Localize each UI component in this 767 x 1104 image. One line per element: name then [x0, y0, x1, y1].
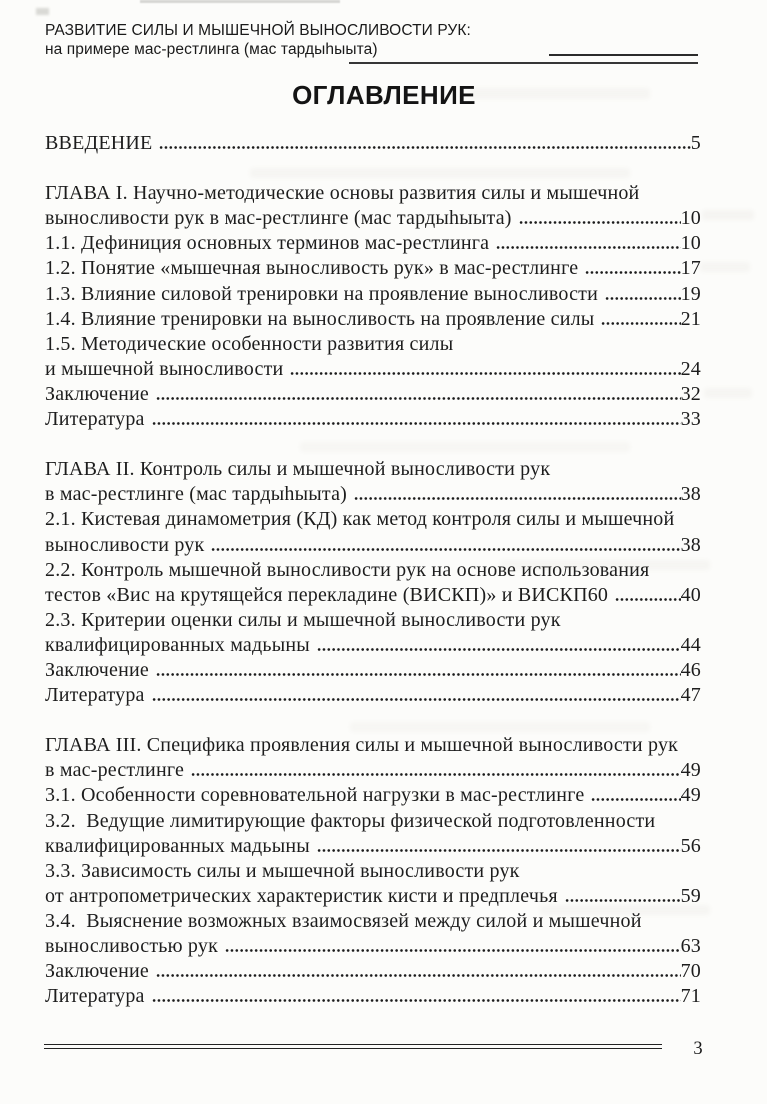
toc-page-number: 38	[680, 533, 701, 556]
running-header-line2: на примере мас-рестлинга (мас тардыһыыта)	[45, 40, 378, 58]
toc-page-number: 10	[680, 232, 701, 255]
dot-leader	[152, 421, 681, 426]
dot-leader	[211, 547, 680, 552]
footer-rule	[44, 1044, 662, 1049]
toc-line	[45, 308, 701, 333]
dot-leader	[152, 998, 681, 1003]
toc-line	[45, 609, 701, 634]
toc-line	[45, 458, 701, 483]
scan-smudge-artifact	[36, 8, 49, 15]
toc-line-text: ГЛАВА III. Специфика проявления силы и мышечной выносливости рук	[45, 734, 679, 757]
toc-line-text: 3.4. Выяснение возможных взаимосвязей между силой и мышечной	[45, 909, 642, 932]
toc-line-text: 1.1. Дефиниция основных терминов мас-рестлинга	[45, 232, 490, 255]
toc-line-text: от антропометрических характеристик кисти и предплечья	[45, 884, 558, 907]
toc-page-number: 47	[680, 684, 701, 707]
toc-page-number: 5	[690, 132, 701, 154]
toc-page-number: 49	[680, 784, 701, 807]
toc-line	[45, 784, 701, 809]
toc-spacer	[45, 157, 701, 182]
toc-line	[45, 810, 701, 835]
bleedthrough-artifact	[702, 210, 754, 220]
toc-page-number: 70	[680, 960, 701, 983]
header-rule-short	[549, 54, 698, 56]
toc-line-text: Литература	[45, 985, 145, 1008]
toc-line-text: 3.3. Зависимость силы и мышечной выносливости рук	[45, 859, 520, 882]
toc-line-text: 2.1. Кистевая динамометрия (КД) как метод контроля силы и мышечной	[45, 508, 675, 531]
toc-page-number: 40	[680, 583, 701, 606]
toc-line	[45, 584, 701, 609]
toc-line	[45, 860, 701, 885]
toc-line-text: Заключение	[45, 960, 149, 983]
dot-leader	[601, 321, 680, 326]
dot-leader	[591, 797, 680, 802]
toc-page-number: 38	[680, 483, 701, 506]
toc-line	[45, 358, 701, 383]
dot-leader	[156, 672, 681, 677]
toc-page-number: 44	[680, 633, 701, 656]
toc-line-text: выносливости рук	[45, 533, 205, 556]
toc-page-number: 32	[680, 382, 701, 405]
bleedthrough-artifact	[700, 262, 750, 272]
toc-page-number: 19	[680, 282, 701, 305]
toc-page-number: 17	[680, 257, 701, 280]
toc-line	[45, 960, 701, 985]
toc-page-number: 63	[680, 935, 701, 957]
toc-line-text: Литература	[45, 684, 145, 707]
toc-line-text: выносливости рук в мас-рестлинге (мас тардыһыыта)	[45, 207, 512, 230]
toc-line	[45, 634, 701, 659]
toc-page-number: 33	[680, 408, 701, 431]
toc-line-text: в мас-рестлинге	[45, 759, 185, 782]
toc-line	[45, 835, 701, 860]
toc-line	[45, 659, 701, 684]
toc-line-text: 3.2. Ведущие лимитирующие факторы физической подготовленности	[45, 809, 656, 832]
toc-line	[45, 885, 701, 910]
toc-line	[45, 734, 701, 759]
dot-leader	[496, 245, 680, 250]
dot-leader	[290, 371, 680, 376]
toc-line-text: и мышечной выносливости	[45, 357, 284, 380]
toc-page-number: 21	[680, 307, 701, 330]
toc-line-text: в мас-рестлинге (мас тардыһыыта)	[45, 483, 348, 506]
toc-line	[45, 257, 701, 282]
dot-leader	[354, 496, 681, 501]
dot-leader	[156, 973, 681, 978]
toc-line	[45, 182, 701, 207]
toc-line-text: 3.1. Особенности соревновательной нагрузки в мас-рестлинге	[45, 784, 585, 807]
toc-line	[45, 508, 701, 533]
toc-page-number: 56	[680, 834, 701, 857]
running-header	[45, 22, 471, 59]
toc-line	[45, 333, 701, 358]
dot-leader	[519, 220, 681, 225]
page-title: ОГЛАВЛЕНИЕ	[292, 80, 476, 110]
page-number: 3	[693, 1039, 703, 1059]
toc-line	[45, 684, 701, 709]
dot-leader	[585, 270, 680, 275]
running-header-line1: РАЗВИТИЕ СИЛЫ И МЫШЕЧНОЙ ВЫНОСЛИВОСТИ РУК:	[45, 22, 471, 39]
dot-leader	[605, 296, 681, 301]
toc-line-text: 2.3. Критерии оценки силы и мышечной выносливости рук	[45, 608, 561, 631]
toc-line	[45, 132, 701, 157]
toc-line	[45, 910, 701, 935]
toc-line-text: ГЛАВА I. Научно-методические основы развития силы и мышечной	[45, 182, 640, 205]
toc-line	[45, 559, 701, 584]
toc-page-number: 71	[680, 985, 701, 1008]
dot-leader	[159, 145, 690, 150]
scan-edge-artifact	[140, 0, 340, 3]
toc-line-text: ВВЕДЕНИЕ	[45, 132, 153, 154]
toc-line-text: тестов «Вис на крутящейся перекладине (ВИСКП)» и ВИСКП60	[45, 583, 609, 606]
toc-line	[45, 935, 701, 960]
toc-line	[45, 985, 701, 1010]
toc-page-number: 46	[680, 658, 701, 681]
toc-line	[45, 759, 701, 784]
dot-leader	[225, 948, 681, 953]
bleedthrough-artifact	[704, 388, 752, 398]
dot-leader	[615, 597, 680, 602]
toc-line-text: 1.3. Влияние силовой тренировки на проявление выносливости	[45, 282, 598, 305]
dot-leader	[317, 848, 681, 853]
table-of-contents	[45, 132, 701, 1010]
toc-line-text: 1.2. Понятие «мышечная выносливость рук» в мас-рестлинге	[45, 257, 579, 280]
toc-line	[45, 283, 701, 308]
toc-spacer	[45, 433, 701, 458]
toc-line-text: ГЛАВА II. Контроль силы и мышечной выносливости рук	[45, 458, 551, 481]
toc-page-number: 10	[680, 207, 701, 230]
toc-page-number: 24	[680, 357, 701, 380]
toc-spacer	[45, 709, 701, 734]
toc-line	[45, 483, 701, 508]
dot-leader	[156, 396, 681, 401]
header-rule-long	[349, 62, 698, 64]
toc-line	[45, 383, 701, 408]
dot-leader	[317, 647, 681, 652]
dot-leader	[191, 772, 681, 777]
toc-line	[45, 232, 701, 257]
toc-line-text: Заключение	[45, 658, 149, 681]
toc-line-text: Заключение	[45, 382, 149, 405]
dot-leader	[152, 697, 681, 702]
toc-page-number: 59	[680, 884, 701, 907]
toc-line	[45, 207, 701, 232]
toc-line	[45, 534, 701, 559]
toc-line-text: квалифицированных мадьыны	[45, 834, 310, 857]
toc-line-text: Литература	[45, 408, 145, 431]
dot-leader	[565, 898, 681, 903]
toc-line	[45, 408, 701, 433]
toc-line-text: квалифицированных мадьыны	[45, 633, 310, 656]
toc-line-text: 1.5. Методические особенности развития силы	[45, 332, 454, 355]
toc-line-text: выносливостью рук	[45, 935, 218, 957]
toc-line-text: 1.4. Влияние тренировки на выносливость на проявление силы	[45, 307, 595, 330]
toc-line-text: 2.2. Контроль мышечной выносливости рук на основе использования	[45, 558, 650, 581]
toc-page-number: 49	[680, 759, 701, 782]
